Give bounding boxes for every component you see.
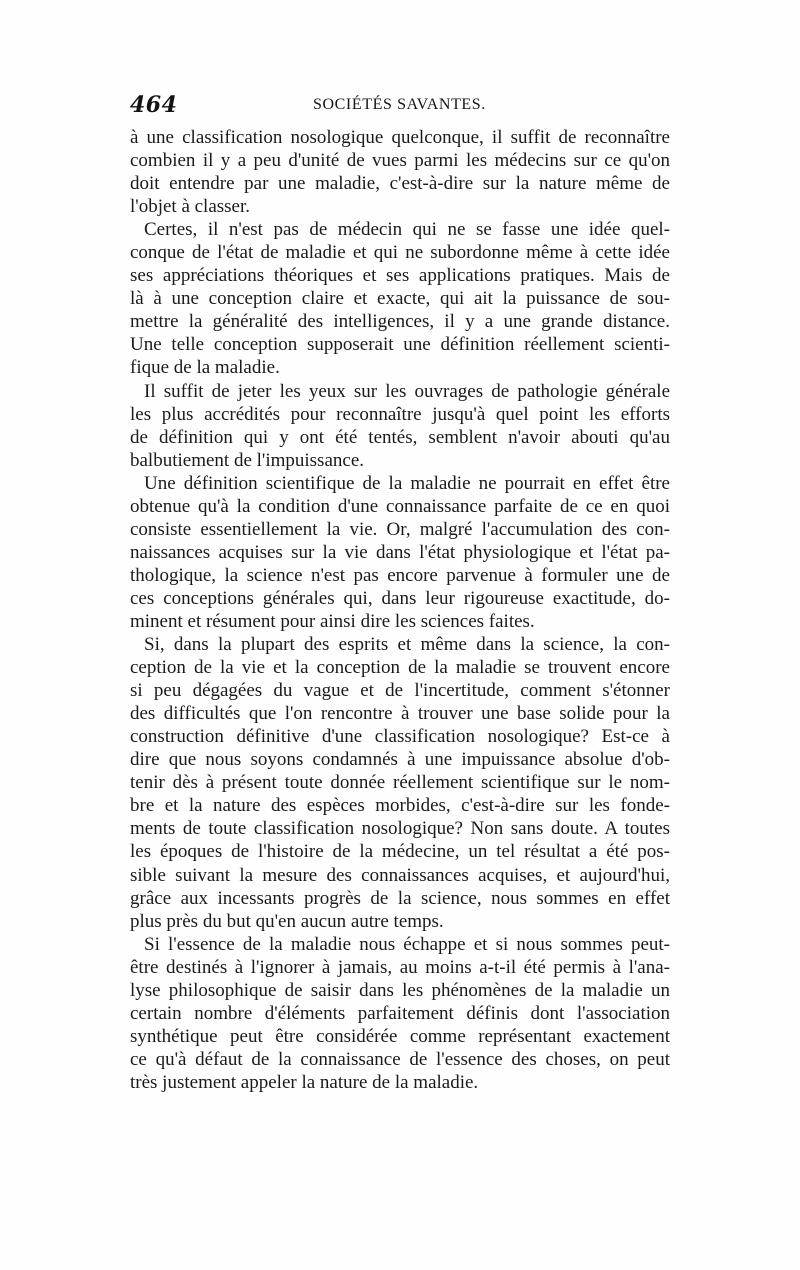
text-line: mettre la généralité des intelligences, il y a une grande distance. xyxy=(130,311,670,333)
page-number: 464 xyxy=(130,92,178,118)
paragraph xyxy=(130,633,670,933)
text-line: sible suivant la mesure des connaissances acquises, et aujourd'hui, xyxy=(130,864,670,886)
text-line: synthétique peut être considérée comme représentant exactement xyxy=(130,1025,670,1047)
text-line: Une définition scientifique de la maladie ne pourrait en effet être xyxy=(144,472,670,494)
text-line: construction définitive d'une classification nosologique? Est-ce à xyxy=(130,726,670,748)
text-line: tenir dès à présent toute donnée réellement scientifique sur le nom- xyxy=(130,772,670,794)
paragraph xyxy=(130,933,670,1094)
text-line: ces conceptions générales qui, dans leur rigoureuse exactitude, do- xyxy=(130,587,670,609)
text-line: ses appréciations théoriques et ses applications pratiques. Mais de xyxy=(130,265,670,287)
text-line: ception de la vie et la conception de la maladie se trouvent encore xyxy=(130,657,670,679)
text-line: combien il y a peu d'unité de vues parmi les médecins sur ce qu'on xyxy=(130,150,670,172)
text-line: grâce aux incessants progrès de la science, nous sommes en effet xyxy=(130,887,670,909)
text-line: fique de la maladie. xyxy=(130,357,280,379)
page-header xyxy=(130,92,670,122)
text-line: être destinés à l'ignorer à jamais, au moins a-t-il été permis à l'ana- xyxy=(130,956,670,978)
paragraph xyxy=(130,126,670,218)
text-line: à une classification nosologique quelconque, il suffit de reconnaître xyxy=(130,127,670,148)
text-line: Si l'essence de la maladie nous échappe et si nous sommes peut- xyxy=(144,933,670,955)
text-line: certain nombre d'éléments parfaitement définis dont l'association xyxy=(130,1002,670,1024)
text-line: dire que nous soyons condamnés à une impuissance absolue d'ob- xyxy=(130,749,670,771)
text-line: des difficultés que l'on rencontre à trouver une base solide pour la xyxy=(130,703,670,725)
text-line: les époques de l'histoire de la médecine, un tel résultat a été pos- xyxy=(130,841,670,863)
text-line: naissances acquises sur la vie dans l'état physiologique et l'état pa- xyxy=(130,541,670,563)
text-line: thologique, la science n'est pas encore parvenue à formuler une de xyxy=(130,564,670,586)
text-line: ce qu'à défaut de la connaissance de l'essence des choses, on peut xyxy=(130,1048,670,1070)
text-line: très justement appeler la nature de la maladie. xyxy=(130,1071,479,1093)
text-line: Certes, il n'est pas de médecin qui ne se fasse une idée quel- xyxy=(144,219,670,241)
paragraph xyxy=(130,472,670,633)
text-line: Il suffit de jeter les yeux sur les ouvrages de pathologie générale xyxy=(144,380,670,402)
text-line: minent et résument pour ainsi dire les sciences faites. xyxy=(130,610,535,632)
running-title: SOCIÉTÉS SAVANTES. xyxy=(313,96,486,113)
text-line: Si, dans la plupart des esprits et même dans la science, la con- xyxy=(144,634,670,656)
text-line: l'objet à classer. xyxy=(130,196,251,218)
text-line: Une telle conception supposerait une définition réellement scienti- xyxy=(130,334,670,356)
text-line: conque de l'état de maladie et qui ne subordonne même à cette idée xyxy=(130,242,670,264)
text-line: de définition qui y ont été tentés, semblent n'avoir abouti qu'au xyxy=(130,426,670,448)
text-line: plus près du but qu'en aucun autre temps. xyxy=(130,910,444,932)
text-line: balbutiement de l'impuissance. xyxy=(130,449,365,471)
text-line: bre et la nature des espèces morbides, c'est-à-dire sur les fonde- xyxy=(130,795,670,817)
text-line: ments de toute classification nosologique? Non sans doute. A toutes xyxy=(130,818,670,840)
text-line: consiste essentiellement la vie. Or, malgré l'accumulation des con- xyxy=(130,518,670,540)
body-text xyxy=(130,126,670,1094)
text-line: lyse philosophique de saisir dans les phénomènes de la maladie un xyxy=(130,979,670,1001)
paragraph xyxy=(130,218,670,379)
text-line: là à une conception claire et exacte, qui ait la puissance de sou- xyxy=(130,288,670,310)
text-line: obtenue qu'à la condition d'une connaissance parfaite de ce en quoi xyxy=(130,495,670,517)
text-line: si peu dégagées du vague et de l'incertitude, comment s'étonner xyxy=(130,680,670,702)
text-line: les plus accrédités pour reconnaître jusqu'à quel point les efforts xyxy=(130,403,670,425)
text-line: doit entendre par une maladie, c'est-à-dire sur la nature même de xyxy=(130,173,670,195)
paragraph xyxy=(130,380,670,472)
